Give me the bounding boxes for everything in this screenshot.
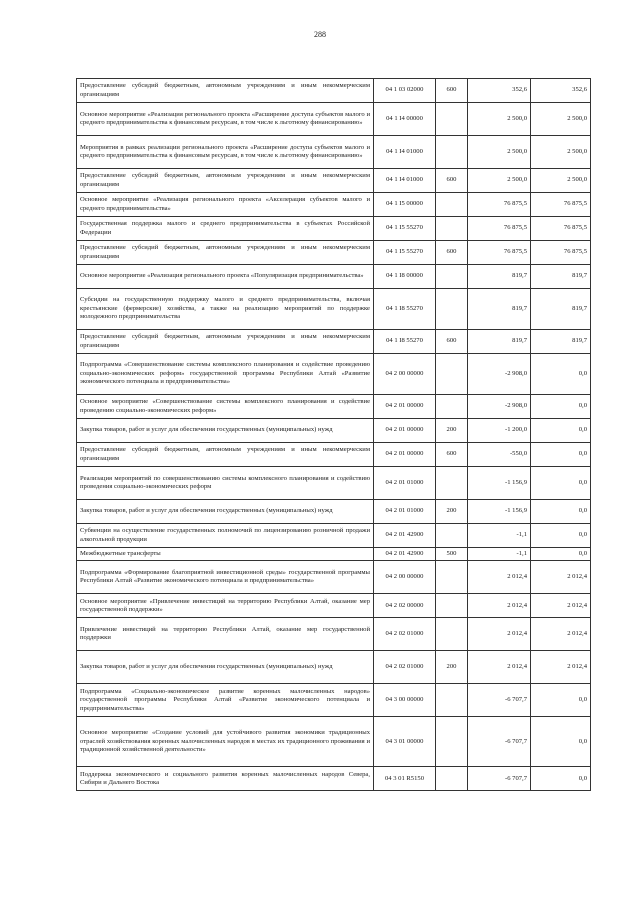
expense-type-code-cell <box>436 561 468 594</box>
expenditure-name-cell: Подпрограмма «Формирование благоприятной инвестиционной среды» государственной программы Республики Алтай «Развитие экономического потенциала и предпринимательства» <box>77 561 374 594</box>
amount-total-cell: 2 500,0 <box>531 103 591 136</box>
expense-type-code-cell <box>436 265 468 289</box>
amount-change-cell: 2 500,0 <box>468 136 531 169</box>
expense-type-code-cell: 600 <box>436 79 468 103</box>
table-row <box>77 103 591 136</box>
amount-total-cell: 0,0 <box>531 354 591 395</box>
amount-total-cell: 0,0 <box>531 467 591 500</box>
table-row <box>77 443 591 467</box>
target-item-code-cell: 04 1 I4 00000 <box>374 103 436 136</box>
table-row <box>77 548 591 561</box>
expenditure-name-cell: Закупка товаров, работ и услуг для обеспечения государственных (муниципальных) нужд <box>77 500 374 524</box>
expense-type-code-cell: 200 <box>436 651 468 684</box>
expenditure-name-cell: Предоставление субсидий бюджетным, автономным учреждениям и иным некоммерческим организациям <box>77 169 374 193</box>
amount-total-cell: 2 012,4 <box>531 561 591 594</box>
amount-total-cell: 0,0 <box>531 717 591 767</box>
amount-change-cell: 2 500,0 <box>468 169 531 193</box>
expense-type-code-cell <box>436 193 468 217</box>
target-item-code-cell: 04 2 02 00000 <box>374 594 436 618</box>
expense-type-code-cell <box>436 395 468 419</box>
target-item-code-cell: 04 2 01 01000 <box>374 467 436 500</box>
target-item-code-cell: 04 3 00 00000 <box>374 684 436 717</box>
target-item-code-cell: 04 1 I8 00000 <box>374 265 436 289</box>
expenditure-name-cell: Закупка товаров, работ и услуг для обеспечения государственных (муниципальных) нужд <box>77 651 374 684</box>
amount-total-cell: 76 875,5 <box>531 193 591 217</box>
amount-total-cell: 0,0 <box>531 548 591 561</box>
expenditure-name-cell: Подпрограмма «Совершенствование системы комплексного планирования и содействие проведению социально-экономических реформ» государственной программы Республики Алтай «Развитие экономического потенциала и предпринимательства» <box>77 354 374 395</box>
expense-type-code-cell <box>436 289 468 330</box>
amount-total-cell: 0,0 <box>531 684 591 717</box>
expenditure-name-cell: Основное мероприятие «Реализация регионального проекта «Популяризация предпринимательства» <box>77 265 374 289</box>
amount-change-cell: 2 012,4 <box>468 594 531 618</box>
target-item-code-cell: 04 2 00 00000 <box>374 561 436 594</box>
expenditure-name-cell: Основное мероприятие «Создание условий для устойчивого развития экономики традиционных отраслей хозяйствования коренных малочисленных народов в местах их традиционного проживания и традиционной хозяйственной деятельности» <box>77 717 374 767</box>
amount-change-cell: -6 707,7 <box>468 767 531 791</box>
amount-change-cell: 76 875,5 <box>468 193 531 217</box>
expense-type-code-cell <box>436 594 468 618</box>
expenditure-name-cell: Государственная поддержка малого и среднего предпринимательства в субъектах Российской Федерации <box>77 217 374 241</box>
expenditure-name-cell: Реализация мероприятий по совершенствованию системы комплексного планирования и содействию проведения социально-экономических реформ <box>77 467 374 500</box>
amount-total-cell: 0,0 <box>531 500 591 524</box>
table-row <box>77 684 591 717</box>
amount-total-cell: 819,7 <box>531 265 591 289</box>
target-item-code-cell: 04 2 01 00000 <box>374 419 436 443</box>
table-row <box>77 419 591 443</box>
table-row <box>77 330 591 354</box>
target-item-code-cell: 04 2 02 01000 <box>374 651 436 684</box>
target-item-code-cell: 04 1 I8 55270 <box>374 330 436 354</box>
amount-change-cell: 352,6 <box>468 79 531 103</box>
target-item-code-cell: 04 2 01 00000 <box>374 443 436 467</box>
expense-type-code-cell <box>436 618 468 651</box>
target-item-code-cell: 04 1 I5 55270 <box>374 217 436 241</box>
amount-change-cell: 819,7 <box>468 330 531 354</box>
expenditure-name-cell: Субвенции на осуществление государственных полномочий по лицензированию розничной продажи алкогольной продукции <box>77 524 374 548</box>
table-row <box>77 767 591 791</box>
expense-type-code-cell: 600 <box>436 169 468 193</box>
target-item-code-cell: 04 1 I4 01000 <box>374 169 436 193</box>
amount-change-cell: -1 156,9 <box>468 500 531 524</box>
target-item-code-cell: 04 2 01 42900 <box>374 548 436 561</box>
table-row <box>77 594 591 618</box>
target-item-code-cell: 04 3 01 R5150 <box>374 767 436 791</box>
expenditure-name-cell: Основное мероприятие «Привлечение инвестиций на территорию Республики Алтай, оказание мер государственной поддержки» <box>77 594 374 618</box>
expense-type-code-cell <box>436 467 468 500</box>
expense-type-code-cell: 200 <box>436 419 468 443</box>
expenditure-name-cell: Основное мероприятие «Реализация регионального проекта «Расширение доступа субъектов малого и среднего предпринимательства к финансовым ресурсам, в том числе к льготному финансированию» <box>77 103 374 136</box>
target-item-code-cell: 04 1 03 02000 <box>374 79 436 103</box>
table-row <box>77 136 591 169</box>
target-item-code-cell: 04 3 01 00000 <box>374 717 436 767</box>
target-item-code-cell: 04 1 I8 55270 <box>374 289 436 330</box>
target-item-code-cell: 04 2 02 01000 <box>374 618 436 651</box>
amount-change-cell: 2 500,0 <box>468 103 531 136</box>
amount-change-cell: -1,1 <box>468 548 531 561</box>
expenditure-name-cell: Предоставление субсидий бюджетным, автономным учреждениям и иным некоммерческим организациям <box>77 330 374 354</box>
expense-type-code-cell <box>436 103 468 136</box>
target-item-code-cell: 04 1 I5 55270 <box>374 241 436 265</box>
amount-total-cell: 2 500,0 <box>531 136 591 169</box>
table-row <box>77 169 591 193</box>
amount-change-cell: -2 908,0 <box>468 395 531 419</box>
amount-change-cell: -2 908,0 <box>468 354 531 395</box>
table-row <box>77 395 591 419</box>
expenditure-name-cell: Субсидии на государственную поддержку малого и среднего предпринимательства, включая крестьянские (фермерские) хозяйства, а также на реализацию мероприятий по поддержке молодежного предпринимательства <box>77 289 374 330</box>
table-row <box>77 561 591 594</box>
amount-change-cell: -1 156,9 <box>468 467 531 500</box>
table-row <box>77 524 591 548</box>
amount-total-cell: 819,7 <box>531 289 591 330</box>
amount-total-cell: 0,0 <box>531 395 591 419</box>
table-row <box>77 193 591 217</box>
budget-table-body <box>77 79 591 791</box>
amount-total-cell: 2 012,4 <box>531 618 591 651</box>
expenditure-name-cell: Предоставление субсидий бюджетным, автономным учреждениям и иным некоммерческим организациям <box>77 443 374 467</box>
expenditure-name-cell: Основное мероприятие «Совершенствование системы комплексного планирования и содействие проведению социально-экономических реформ» <box>77 395 374 419</box>
expense-type-code-cell <box>436 767 468 791</box>
amount-total-cell: 2 500,0 <box>531 169 591 193</box>
expenditure-name-cell: Основное мероприятие «Реализация регионального проекта «Акселерация субъектов малого и среднего предпринимательства» <box>77 193 374 217</box>
expense-type-code-cell <box>436 354 468 395</box>
expenditure-name-cell: Предоставление субсидий бюджетным, автономным учреждениям и иным некоммерческим организациям <box>77 79 374 103</box>
target-item-code-cell: 04 2 01 01000 <box>374 500 436 524</box>
amount-change-cell: 76 875,5 <box>468 241 531 265</box>
target-item-code-cell: 04 2 00 00000 <box>374 354 436 395</box>
expenditure-name-cell: Поддержка экономического и социального развития коренных малочисленных народов Севера, Сибири и Дальнего Востока <box>77 767 374 791</box>
expense-type-code-cell: 200 <box>436 500 468 524</box>
expenditure-name-cell: Привлечение инвестиций на территорию Республики Алтай, оказание мер государственной поддержки <box>77 618 374 651</box>
table-row <box>77 289 591 330</box>
amount-total-cell: 76 875,5 <box>531 241 591 265</box>
expenditure-name-cell: Мероприятия в рамках реализации регионального проекта «Расширение доступа субъектов малого и среднего предпринимательства к финансовым ресурсам, в том числе к льготному финансированию» <box>77 136 374 169</box>
table-row <box>77 717 591 767</box>
amount-total-cell: 0,0 <box>531 419 591 443</box>
target-item-code-cell: 04 1 I4 01000 <box>374 136 436 169</box>
expenditure-name-cell: Закупка товаров, работ и услуг для обеспечения государственных (муниципальных) нужд <box>77 419 374 443</box>
expense-type-code-cell: 600 <box>436 241 468 265</box>
expense-type-code-cell: 500 <box>436 548 468 561</box>
table-row <box>77 354 591 395</box>
target-item-code-cell: 04 2 01 42900 <box>374 524 436 548</box>
table-row <box>77 79 591 103</box>
table-row <box>77 467 591 500</box>
amount-change-cell: -6 707,7 <box>468 684 531 717</box>
amount-total-cell: 0,0 <box>531 524 591 548</box>
expense-type-code-cell <box>436 136 468 169</box>
amount-total-cell: 352,6 <box>531 79 591 103</box>
amount-change-cell: -1,1 <box>468 524 531 548</box>
expense-type-code-cell: 600 <box>436 443 468 467</box>
amount-total-cell: 2 012,4 <box>531 594 591 618</box>
amount-change-cell: 2 012,4 <box>468 618 531 651</box>
amount-change-cell: 819,7 <box>468 265 531 289</box>
expenditure-name-cell: Подпрограмма «Социально-экономическое развитие коренных малочисленных народов» государственной программы Республики Алтай «Развитие экономического потенциала и предпринимательства» <box>77 684 374 717</box>
table-row <box>77 241 591 265</box>
table-row <box>77 500 591 524</box>
table-row <box>77 217 591 241</box>
expense-type-code-cell <box>436 717 468 767</box>
expense-type-code-cell <box>436 524 468 548</box>
amount-change-cell: -1 200,0 <box>468 419 531 443</box>
amount-total-cell: 2 012,4 <box>531 651 591 684</box>
expenditure-name-cell: Межбюджетные трансферты <box>77 548 374 561</box>
expense-type-code-cell: 600 <box>436 330 468 354</box>
amount-change-cell: 2 012,4 <box>468 561 531 594</box>
amount-change-cell: -550,0 <box>468 443 531 467</box>
expense-type-code-cell <box>436 217 468 241</box>
amount-change-cell: -6 707,7 <box>468 717 531 767</box>
amount-change-cell: 2 012,4 <box>468 651 531 684</box>
amount-total-cell: 0,0 <box>531 767 591 791</box>
amount-total-cell: 0,0 <box>531 443 591 467</box>
page-number: 288 <box>314 30 326 39</box>
amount-change-cell: 76 875,5 <box>468 217 531 241</box>
amount-total-cell: 819,7 <box>531 330 591 354</box>
table-row <box>77 618 591 651</box>
target-item-code-cell: 04 1 I5 00000 <box>374 193 436 217</box>
expenditure-name-cell: Предоставление субсидий бюджетным, автономным учреждениям и иным некоммерческим организациям <box>77 241 374 265</box>
expense-type-code-cell <box>436 684 468 717</box>
budget-table <box>76 78 591 791</box>
target-item-code-cell: 04 2 01 00000 <box>374 395 436 419</box>
table-row <box>77 265 591 289</box>
table-row <box>77 651 591 684</box>
amount-change-cell: 819,7 <box>468 289 531 330</box>
amount-total-cell: 76 875,5 <box>531 217 591 241</box>
